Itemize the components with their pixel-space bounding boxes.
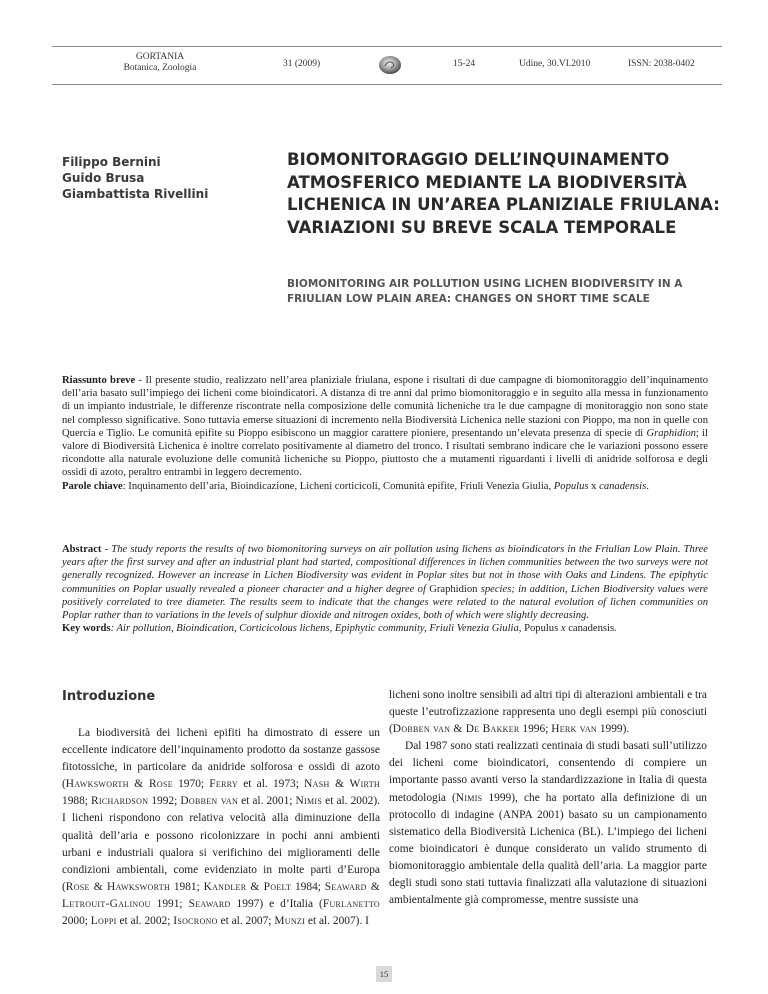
cited-author: Seaward & Letrouit-Galinou — [62, 880, 380, 910]
species-genus: Populus — [524, 623, 559, 635]
cited-author: Kandler & Poelt — [203, 880, 292, 893]
body-paragraph: La biodiversità dei licheni epifiti ha dimostrato di essere un eccellente indicatore dell’inquinamento prodotto da sostanze gassose fitotossiche, in particolare da anidride solforosa e ossidi di azoto (Hawksworth & Rose 1970; Ferry et al. 1973; Nash & Wirth 1988; Richardson 1992; Dobben van et al. 2001; Nimis et al. 2002). I licheni rispondono con relativa velocità alla diminuzione della qualità dell’aria e possono ricolonizzare in pochi anni ambienti urbani e industriali qualora si verifichino dei miglioramenti delle condizioni ambientali, come evidenziato in molte parti d’Europa (Rose & Hawksworth 1981; Kandler & Poelt 1984; Seaward & Letrouit-Galinou 1991; Seaward 1997) e d’Italia (Furlanetto 2000; Loppi et al. 2002; Isocrono et al. 2007; Munzi et al. 2007). I — [62, 727, 380, 928]
journal-title — [100, 52, 220, 74]
abstract-block — [62, 543, 708, 635]
cited-author: Nimis — [455, 791, 483, 804]
species-genus: Populus — [553, 480, 589, 492]
keywords-end: . — [646, 480, 649, 492]
cited-author: Seaward — [188, 897, 231, 910]
author-name: Giambattista Rivellini — [62, 187, 209, 201]
species-x: x — [588, 480, 600, 492]
riassunto-text: - Il presente studio, realizzato nell’area planiziale friulana, espone i risultati di due campagne di biomonitoraggio dell’inquinamento dell’aria basato sull’impiego dei licheni come bioindicatori. A distanza di tre anni dal primo biomonitoraggio e in seguito alla messa in funzionamento di un impianto industriale, le differenze riscontrate nella composizione delle comunità licheniche tra le due campagne di monitoraggio non sono state nel complesso significative. Sono tuttavia emerse situazioni di incremento nella Biodiversità Lichenica nelle stazioni con Pioppo, ma non in quelle con Quercia e Tiglio. Le comunità epifite su Pioppo esibiscono un maggior carattere pioniere, presentando un’elevata presenza di specie di — [62, 375, 708, 439]
species-epithet: canadensis — [599, 480, 647, 492]
cited-author: Hawksworth & Rose — [65, 778, 173, 791]
genus-name: Graphidion — [429, 583, 478, 595]
cited-author: Ferry — [209, 778, 239, 791]
page-range: 15-24 — [453, 59, 476, 69]
issn: ISSN: 2038-0402 — [628, 59, 695, 69]
journal-section: Botanica, Zoologia — [123, 63, 197, 73]
cited-author: Loppi — [90, 915, 117, 928]
article-title-italian: BIOMONITORAGGIO DELL’INQUINAMENTO ATMOSFERICO MEDIANTE LA BIODIVERSITÀ LICHENICA IN UN’AREA PLANIZIALE FRIULANA: VARIAZIONI SU BREVE SCALA TEMPORALE — [287, 150, 720, 237]
article-title-english: BIOMONITORING AIR POLLUTION USING LICHEN BIODIVERSITY IN A FRIULIAN LOW PLAIN AREA: CHANGES ON SHORT TIME SCALE — [287, 278, 683, 305]
keywords-label: Parole chiave — [62, 480, 123, 492]
place-date: Udine, 30.VI.2010 — [519, 59, 591, 69]
genus-name: Graphidion — [646, 427, 696, 439]
body-paragraph: licheni sono inoltre sensibili ad altri tipi di alterazioni ambientali e tra queste l’eutrofizzazione rappresenta uno degli esempi più conosciuti (Dobben van & De Bakker 1996; Herk van 1999). — [389, 689, 707, 736]
author-name: Filippo Bernini — [62, 155, 161, 169]
body-column-right — [389, 687, 707, 909]
author-list — [62, 154, 208, 202]
body-column-left — [62, 687, 380, 930]
abstract-text: species; in addition, Lichen Biodiversity values were positively correlated to tree diameter. The results seem to indicate that the changes were related to the natural evolution of lichen communities on Poplar rather than to variations in the levels of sulphur dioxide and nitrogen oxides, both of which were slightly decreasing. — [62, 583, 708, 622]
abstract-label: Abstract — [62, 544, 102, 555]
author-name: Guido Brusa — [62, 171, 145, 185]
journal-header — [0, 0, 768, 90]
snail-shell-icon — [376, 54, 404, 76]
volume: 31 (2009) — [283, 59, 321, 69]
journal-name: GORTANIA — [135, 52, 185, 62]
cited-author: Furlanetto — [322, 897, 380, 910]
keywords-text: : Inquinamento dell’aria, Bioindicazione, Licheni corticicoli, Comunità epifite, Friuli Venezia Giulia, — [122, 480, 554, 492]
body-paragraph: Dal 1987 sono stati realizzati centinaia di studi basati sull’utilizzo dei licheni come bioindicatori, consentendo di compiere un importante passo avanti verso la standardizzazione in Italia di questa metodologia (Nimis 1999), che ha portato alla definizione di un protocollo di indagine (ANPA 2001) basato su un campionamento sistematico della Biodiversità Lichenica (BL). L’impiego dei licheni come bioindicatori è dunque considerato un valido strumento di biomonitoraggio ambientale della qualità dell’aria. La maggior parte degli studi sono stati tuttavia finalizzati alla valutazione di situazioni ambientalmente già compromesse, mentre sussiste una — [389, 740, 707, 907]
riassunto-label: Riassunto breve — [62, 375, 136, 386]
cited-author: Rose & Hawksworth — [65, 880, 171, 893]
keywords-text: : Air pollution, Bioindication, Corticicolous lichens, Epiphytic community, Friuli Venezia Giulia, — [110, 623, 525, 635]
riassunto-text: ; il valore di Biodiversità Lichenica è inoltre correlato positivamente al diametro del tronco. I risultati sembrano indicare che le variazioni possono essere ricondotte alla naturale evoluzione delle comunità licheniche su Pioppo, piuttosto che a mutamenti riguardanti i livelli di anidride solforosa e degli ossidi di azoto, peraltro entrambi in leggero decremento. — [62, 427, 708, 479]
cited-author: Dobben van & De Bakker — [392, 723, 520, 736]
cited-author: Munzi — [274, 915, 306, 928]
keywords-label: Key words — [62, 623, 111, 635]
cited-author: Nimis — [295, 795, 323, 808]
abstract-text: - The study reports the results of two biomonitoring surveys on air pollution using lichens as bioindicators in the Friulian Low Plain. Three years after the first survey and after an industrial plant had started, compositional differences in lichen communities between the two surveys were not generally recognized. However an increase in Lichen Biodiversity was evident in Poplar sites but not in those with Oaks and Lindens. The epiphytic communities on Poplar usually revealed a pioneer character and a higher degree of — [62, 544, 708, 595]
cited-author: Richardson — [91, 795, 149, 808]
section-heading: Introduzione — [62, 689, 156, 704]
cited-author: Herk van — [551, 723, 597, 736]
keywords-end: . — [614, 623, 617, 635]
riassunto-block — [62, 374, 708, 493]
header-bottom-rule — [52, 84, 722, 85]
cited-author: Dobben van — [180, 795, 239, 808]
species-x: x — [558, 623, 569, 635]
page-number: 15 — [376, 966, 392, 982]
header-top-rule — [52, 46, 722, 47]
cited-author: Isocrono — [173, 915, 218, 928]
species-epithet: canadensis — [568, 623, 615, 635]
cited-author: Nash & Wirth — [304, 778, 380, 791]
